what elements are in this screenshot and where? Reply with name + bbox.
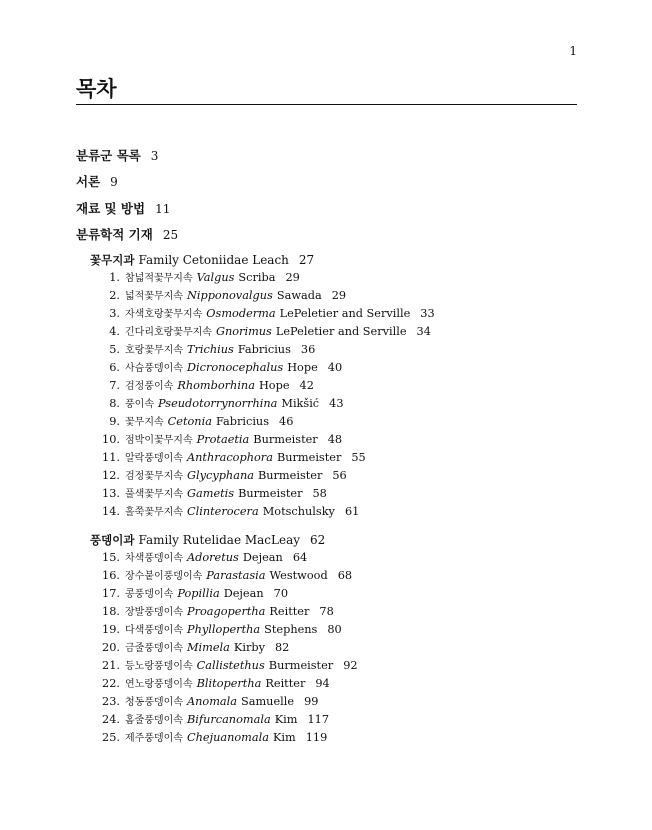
genus-korean-name: 장수붙이풍뎅이속 bbox=[125, 571, 203, 583]
genus-number: 4. bbox=[109, 325, 120, 339]
genus-korean-name: 등노랑풍뎅이속 bbox=[125, 661, 193, 673]
genus-entry[interactable] bbox=[102, 585, 596, 603]
genus-korean-name: 참넓적꽃무지속 bbox=[125, 273, 193, 285]
genus-number: 3. bbox=[109, 307, 120, 321]
genus-korean-name: 검정꽃무지속 bbox=[125, 471, 183, 483]
genus-entry[interactable] bbox=[102, 341, 596, 359]
genus-korean-name: 연노랑풍뎅이속 bbox=[125, 679, 193, 691]
genus-korean-name: 점박이꽃무지속 bbox=[125, 435, 193, 447]
genus-entry[interactable] bbox=[102, 431, 596, 449]
genus-entry[interactable] bbox=[102, 305, 596, 323]
genus-scientific-name: Anthracophora bbox=[186, 451, 273, 465]
genus-author: Reitter bbox=[269, 605, 310, 619]
genus-author: Hope bbox=[258, 379, 290, 393]
genus-page: 55 bbox=[351, 451, 366, 465]
family-list bbox=[76, 251, 596, 747]
genus-author: Burmeister bbox=[268, 659, 334, 673]
genus-number: 25. bbox=[102, 731, 120, 745]
genus-entry[interactable] bbox=[102, 567, 596, 585]
toc-entry-page: 9 bbox=[110, 175, 118, 190]
genus-author: LePeletier and Serville bbox=[275, 325, 407, 339]
genus-entry[interactable] bbox=[102, 395, 596, 413]
genus-korean-name: 풀색꽃무지속 bbox=[125, 489, 183, 501]
genus-entry[interactable] bbox=[102, 377, 596, 395]
genus-entry[interactable] bbox=[102, 413, 596, 431]
genus-scientific-name: Popillia bbox=[177, 587, 220, 601]
genus-number: 10. bbox=[102, 433, 120, 447]
genus-scientific-name: Adoretus bbox=[186, 551, 239, 565]
genus-author: Westwood bbox=[269, 569, 328, 583]
genus-page: 56 bbox=[332, 469, 347, 483]
genus-korean-name: 풍이속 bbox=[125, 399, 154, 411]
genus-entry[interactable] bbox=[102, 711, 596, 729]
genus-scientific-name: Protaetia bbox=[196, 433, 250, 447]
genus-author: Mikšić bbox=[281, 397, 320, 411]
toc-entry-page: 11 bbox=[155, 201, 171, 216]
family-page: 27 bbox=[298, 253, 315, 268]
genus-korean-name: 차색풍뎅이속 bbox=[125, 553, 183, 565]
genus-scientific-name: Trichius bbox=[186, 343, 234, 357]
genus-page: 58 bbox=[312, 487, 327, 501]
genus-page: 46 bbox=[279, 415, 294, 429]
genus-number: 6. bbox=[109, 361, 120, 375]
genus-author: Samuelle bbox=[241, 695, 295, 709]
genus-author: Dejean bbox=[242, 551, 283, 565]
family-korean-name: 풍뎅이과 bbox=[90, 533, 135, 548]
genus-number: 7. bbox=[109, 379, 120, 393]
genus-number: 2. bbox=[109, 289, 120, 303]
genus-number: 8. bbox=[109, 397, 120, 411]
genus-number: 1. bbox=[109, 271, 120, 285]
genus-author: Burmeister bbox=[257, 469, 323, 483]
genus-korean-name: 꽃무지속 bbox=[125, 417, 164, 429]
genus-number: 14. bbox=[102, 505, 120, 519]
genus-scientific-name: Anomala bbox=[186, 695, 237, 709]
genus-page: 82 bbox=[274, 641, 290, 655]
genus-author: Fabricius bbox=[237, 343, 291, 357]
table-of-contents bbox=[76, 146, 596, 747]
genus-korean-name: 청동풍뎅이속 bbox=[125, 697, 183, 709]
genus-number: 11. bbox=[102, 451, 120, 465]
toc-entry[interactable] bbox=[76, 172, 596, 198]
genus-page: 78 bbox=[319, 605, 334, 619]
genus-author: Sawada bbox=[276, 289, 322, 303]
family-latin-name: Family Cetoniidae Leach bbox=[138, 253, 289, 268]
genus-page: 29 bbox=[331, 289, 347, 303]
genus-page: 42 bbox=[299, 379, 314, 393]
genus-author: Fabricius bbox=[215, 415, 270, 429]
genus-korean-name: 알락풍뎅이속 bbox=[125, 453, 183, 465]
toc-entry-page: 25 bbox=[162, 227, 179, 242]
genus-scientific-name: Clinterocera bbox=[186, 505, 259, 519]
genus-page: 43 bbox=[329, 397, 344, 411]
genus-page: 68 bbox=[337, 569, 353, 583]
genus-scientific-name: Gametis bbox=[186, 487, 235, 501]
family-group bbox=[76, 531, 596, 747]
genus-page: 80 bbox=[327, 623, 342, 637]
genus-page: 33 bbox=[420, 307, 435, 321]
genus-entry[interactable] bbox=[102, 639, 596, 657]
genus-page: 48 bbox=[327, 433, 343, 447]
genus-number: 20. bbox=[102, 641, 120, 655]
genus-scientific-name: Glycyphana bbox=[186, 469, 254, 483]
genus-korean-name: 금줄풍뎅이속 bbox=[125, 643, 183, 655]
family-page: 62 bbox=[310, 533, 326, 548]
genus-author: LePeletier and Serville bbox=[279, 307, 411, 321]
toc-entry-label: 분류학적 기재 bbox=[76, 226, 153, 242]
genus-author: Scriba bbox=[238, 271, 276, 285]
genus-korean-name: 긴다리호랑꽃무지속 bbox=[125, 327, 212, 339]
genus-author: Burmeister bbox=[276, 451, 342, 465]
genus-author: Stephens bbox=[264, 623, 318, 637]
family-entry[interactable] bbox=[90, 251, 596, 269]
family-latin-name: Family Rutelidae MacLeay bbox=[138, 533, 301, 548]
genus-korean-name: 넓적꽃무지속 bbox=[125, 291, 183, 303]
genus-scientific-name: Rhomborhina bbox=[177, 379, 255, 393]
genus-scientific-name: Gnorimus bbox=[215, 325, 272, 339]
genus-entry[interactable] bbox=[102, 621, 596, 639]
genus-scientific-name: Cetonia bbox=[167, 415, 212, 429]
genus-entry[interactable] bbox=[102, 603, 596, 621]
genus-number: 16. bbox=[102, 569, 120, 583]
genus-scientific-name: Nipponovalgus bbox=[186, 289, 273, 303]
genus-number: 15. bbox=[102, 551, 120, 565]
toc-entry[interactable] bbox=[76, 225, 596, 251]
genus-entry[interactable] bbox=[102, 359, 596, 377]
genus-number: 24. bbox=[102, 713, 120, 727]
genus-author: Reitter bbox=[265, 677, 306, 691]
genus-page: 117 bbox=[307, 713, 330, 727]
genus-korean-name: 검정풍이속 bbox=[125, 381, 174, 393]
genus-entry[interactable] bbox=[102, 657, 596, 675]
genus-entry[interactable] bbox=[102, 549, 596, 567]
genus-author: Kim bbox=[272, 731, 296, 745]
toc-entry[interactable] bbox=[76, 199, 596, 225]
genus-korean-name: 자색호랑꽃무지속 bbox=[125, 309, 203, 321]
genus-korean-name: 홈줄풍뎅이속 bbox=[125, 715, 183, 727]
genus-page: 70 bbox=[273, 587, 289, 601]
genus-page: 94 bbox=[315, 677, 330, 691]
genus-entry[interactable] bbox=[102, 323, 596, 341]
genus-entry[interactable] bbox=[102, 287, 596, 305]
toc-entry-label: 서론 bbox=[76, 174, 101, 190]
genus-number: 9. bbox=[109, 415, 120, 429]
genus-page: 34 bbox=[416, 325, 431, 339]
genus-page: 99 bbox=[304, 695, 319, 709]
genus-korean-name: 사슴풍뎅이속 bbox=[125, 363, 183, 375]
genus-page: 119 bbox=[305, 731, 328, 745]
genus-page: 64 bbox=[292, 551, 308, 565]
genus-number: 5. bbox=[109, 343, 120, 357]
genus-page: 92 bbox=[343, 659, 358, 673]
genus-scientific-name: Parastasia bbox=[206, 569, 266, 583]
genus-scientific-name: Osmoderma bbox=[206, 307, 276, 321]
genus-author: Burmeister bbox=[238, 487, 303, 501]
family-group bbox=[76, 251, 596, 521]
genus-entry[interactable] bbox=[102, 675, 596, 693]
genus-number: 23. bbox=[102, 695, 120, 709]
genus-scientific-name: Dicronocephalus bbox=[186, 361, 284, 375]
genus-entry[interactable] bbox=[102, 503, 596, 521]
genus-page: 36 bbox=[300, 343, 316, 357]
genus-entry[interactable] bbox=[102, 485, 596, 503]
toc-entry-page: 3 bbox=[150, 149, 159, 163]
genus-author: Kirby bbox=[233, 641, 265, 655]
genus-scientific-name: Bifurcanomala bbox=[186, 713, 271, 727]
genus-page: 29 bbox=[285, 271, 300, 285]
genus-number: 12. bbox=[102, 469, 120, 483]
genus-scientific-name: Pseudotorrynorrhina bbox=[157, 397, 278, 411]
genus-author: Motschulsky bbox=[262, 505, 335, 519]
genus-scientific-name: Phyllopertha bbox=[186, 623, 261, 637]
genus-korean-name: 제주풍뎅이속 bbox=[125, 733, 183, 745]
genus-page: 61 bbox=[344, 505, 360, 519]
genus-entry[interactable] bbox=[102, 467, 596, 485]
page-number: 1 bbox=[569, 44, 577, 58]
genus-scientific-name: Valgus bbox=[196, 271, 235, 285]
genus-korean-name: 홀쭉꽃무지속 bbox=[125, 507, 183, 519]
toc-entry[interactable] bbox=[76, 146, 596, 172]
genus-author: Kim bbox=[274, 713, 298, 727]
genus-korean-name: 장발풍뎅이속 bbox=[125, 607, 183, 619]
genus-page: 40 bbox=[327, 361, 343, 375]
family-entry[interactable] bbox=[90, 531, 596, 549]
genus-author: Burmeister bbox=[253, 433, 318, 447]
toc-entry-label: 재료 및 방법 bbox=[76, 200, 146, 216]
genus-number: 13. bbox=[102, 487, 120, 501]
genus-scientific-name: Blitopertha bbox=[196, 677, 262, 691]
genus-entry[interactable] bbox=[102, 693, 596, 711]
genus-korean-name: 다색풍뎅이속 bbox=[125, 625, 183, 637]
genus-scientific-name: Chejuanomala bbox=[186, 731, 269, 745]
genus-number: 19. bbox=[102, 623, 120, 637]
genus-number: 22. bbox=[102, 677, 120, 691]
genus-number: 17. bbox=[102, 587, 120, 601]
genus-scientific-name: Mimela bbox=[186, 641, 230, 655]
genus-scientific-name: Callistethus bbox=[196, 659, 265, 673]
genus-korean-name: 콩풍뎅이속 bbox=[125, 589, 174, 601]
genus-korean-name: 호랑꽃무지속 bbox=[125, 345, 183, 357]
genus-number: 18. bbox=[102, 605, 120, 619]
genus-entry[interactable] bbox=[102, 449, 596, 467]
genus-author: Dejean bbox=[223, 587, 264, 601]
genus-number: 21. bbox=[102, 659, 120, 673]
family-korean-name: 꽃무지과 bbox=[90, 253, 135, 268]
genus-entry[interactable] bbox=[102, 269, 596, 287]
toc-entry-label: 분류군 목록 bbox=[76, 148, 141, 163]
page-title: 목차 bbox=[76, 78, 577, 105]
genus-scientific-name: Proagopertha bbox=[186, 605, 266, 619]
genus-author: Hope bbox=[287, 361, 318, 375]
genus-entry[interactable] bbox=[102, 729, 596, 747]
